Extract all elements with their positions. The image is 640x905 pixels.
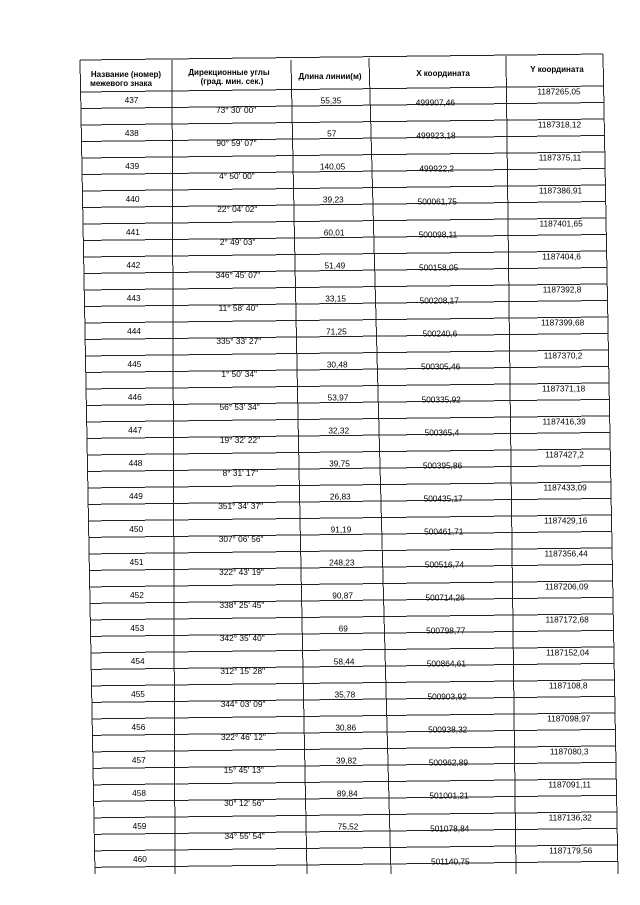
point-name: 446 xyxy=(127,391,142,402)
directional-angle: 30° 12' 56" xyxy=(224,798,265,808)
point-name: 449 xyxy=(128,490,143,501)
directional-angle: 56° 53' 34" xyxy=(219,402,260,412)
row-line xyxy=(86,383,609,389)
point-name: 441 xyxy=(125,226,140,237)
row-line xyxy=(82,185,605,191)
y-coordinate: 1187375,11 xyxy=(538,152,582,163)
point-name: 453 xyxy=(130,622,145,633)
directional-angle: 351° 34' 37" xyxy=(218,501,264,511)
x-coordinate: 500435,17 xyxy=(423,493,463,504)
point-name: 451 xyxy=(129,556,144,567)
row-line xyxy=(91,630,614,636)
header-bottom-line xyxy=(80,86,603,92)
x-coordinate: 500798,77 xyxy=(426,625,466,636)
directional-angle: 34° 55' 54" xyxy=(224,831,265,841)
row-line xyxy=(84,284,607,290)
directional-angle: 8° 31' 17" xyxy=(222,468,259,478)
x-coordinate: 501140,75 xyxy=(430,856,470,867)
line-length: 58,44 xyxy=(333,656,355,667)
x-coordinate: 500395,86 xyxy=(422,460,463,471)
line-length: 140,05 xyxy=(319,161,346,172)
row-line xyxy=(89,548,612,554)
directional-angle: 90° 59' 07" xyxy=(216,138,257,148)
line-length: 89,84 xyxy=(336,788,358,799)
line-length: 71,25 xyxy=(326,326,347,337)
line-length: 39,82 xyxy=(336,755,357,766)
line-length: 55,35 xyxy=(320,95,342,106)
row-line xyxy=(83,234,606,240)
column-line xyxy=(369,58,391,874)
x-coordinate: 500061,75 xyxy=(417,196,457,207)
x-coordinate: 500240,6 xyxy=(422,328,458,339)
point-name: 442 xyxy=(126,259,141,270)
x-coordinate: 500335,92 xyxy=(421,394,461,405)
y-coordinate: 1187091,11 xyxy=(548,779,592,790)
x-coordinate: 500158,05 xyxy=(418,262,459,273)
row-line xyxy=(85,350,608,356)
y-coordinate: 1187401,65 xyxy=(539,218,583,229)
point-name: 452 xyxy=(129,589,144,600)
line-length: 32,32 xyxy=(328,425,350,436)
column-line xyxy=(506,56,516,874)
header-x-coordinate: X координата xyxy=(416,69,470,78)
line-length: 39,75 xyxy=(329,458,350,469)
y-coordinate: 1187404,6 xyxy=(542,251,581,262)
point-name: 437 xyxy=(124,94,139,105)
row-line xyxy=(85,300,608,306)
line-length: 90,87 xyxy=(332,590,353,601)
y-coordinate: 1187179,56 xyxy=(549,845,593,856)
row-line xyxy=(85,317,608,323)
row-line xyxy=(84,251,607,257)
row-line xyxy=(87,416,610,422)
directional-angle: 73° 30' 00" xyxy=(216,105,257,115)
y-coordinate: 1187429,16 xyxy=(543,515,588,526)
y-coordinate: 1187098,97 xyxy=(547,713,591,724)
line-length: 91,19 xyxy=(330,524,352,535)
x-coordinate: 500962,89 xyxy=(428,757,469,768)
row-line xyxy=(90,581,613,587)
y-coordinate: 1187370,2 xyxy=(543,350,583,361)
y-coordinate: 1187371,18 xyxy=(541,383,586,394)
point-name: 445 xyxy=(127,358,142,369)
line-length: 30,48 xyxy=(326,359,348,370)
line-length: 51,49 xyxy=(324,260,346,271)
x-coordinate: 500208,17 xyxy=(419,295,459,306)
x-coordinate: 499922,2 xyxy=(419,163,455,174)
directional-angle: 2° 49' 03" xyxy=(219,237,256,247)
line-length: 60,01 xyxy=(323,227,345,238)
header-top-line xyxy=(80,54,603,60)
row-line xyxy=(82,152,605,158)
y-coordinate: 1187206,09 xyxy=(544,581,589,592)
line-length: 35,78 xyxy=(334,689,356,700)
row-line xyxy=(92,713,615,719)
row-line xyxy=(84,267,607,273)
header-name-line1: Название (номер) xyxy=(90,70,162,79)
directional-angle: 344° 03' 09" xyxy=(220,699,266,709)
row-line xyxy=(93,779,616,785)
header-angle-line2: (град. мин. сек.) xyxy=(200,77,264,86)
point-name: 439 xyxy=(125,160,140,171)
x-coordinate: 500305,46 xyxy=(420,361,461,372)
row-line xyxy=(92,680,615,686)
row-line xyxy=(93,746,616,752)
point-name: 455 xyxy=(131,688,145,699)
directional-angle: 19° 32' 22" xyxy=(219,435,261,445)
row-line xyxy=(88,482,611,488)
line-length: 30,86 xyxy=(335,722,357,733)
directional-angle: 22° 04' 02" xyxy=(217,204,258,214)
directional-angle: 1° 50' 34" xyxy=(221,369,257,379)
column-line xyxy=(80,60,95,874)
row-line xyxy=(83,218,606,224)
point-name: 440 xyxy=(125,193,140,204)
header-name-line2: межевого знака xyxy=(89,79,153,88)
y-coordinate: 1187080,3 xyxy=(549,746,589,757)
y-coordinate: 1187416,39 xyxy=(542,416,586,427)
row-line xyxy=(88,515,611,521)
y-coordinate: 1187152,04 xyxy=(545,647,590,658)
y-coordinate: 1187427,2 xyxy=(545,449,584,460)
line-length: 26,83 xyxy=(329,491,351,502)
x-coordinate: 500365,4 xyxy=(424,427,460,438)
header-y-coordinate: Y координата xyxy=(530,65,584,74)
y-coordinate: 1187399,68 xyxy=(540,317,585,328)
row-line xyxy=(94,812,617,818)
point-name: 448 xyxy=(128,457,143,468)
x-coordinate: 500714,26 xyxy=(425,592,465,603)
directional-angle: 312° 15' 28" xyxy=(220,666,266,676)
directional-angle: 322° 43' 19" xyxy=(219,567,264,577)
directional-angle: 11° 58' 40" xyxy=(218,303,259,313)
line-length: 53,97 xyxy=(327,392,349,403)
table-body xyxy=(125,86,593,866)
directional-angle: 307° 06' 56" xyxy=(218,534,264,544)
header-angle-line1: Дирекционные углы xyxy=(188,68,270,77)
point-name: 454 xyxy=(130,655,145,666)
row-line xyxy=(91,647,614,653)
line-length: 33,15 xyxy=(325,293,346,304)
point-name: 456 xyxy=(131,721,146,732)
y-coordinate: 1187433,09 xyxy=(543,482,587,493)
y-coordinate: 1187392,8 xyxy=(542,284,582,295)
row-line xyxy=(87,449,610,455)
directional-angle: 322° 46' 12" xyxy=(221,732,266,742)
y-coordinate: 1187136,32 xyxy=(548,812,592,823)
column-line xyxy=(603,54,618,874)
x-coordinate: 500864,61 xyxy=(426,658,467,669)
row-line xyxy=(95,861,618,867)
point-name: 447 xyxy=(128,424,143,435)
line-length: 39,23 xyxy=(322,194,344,205)
x-coordinate: 501001,21 xyxy=(429,790,469,801)
x-coordinate: 499923,18 xyxy=(416,130,456,141)
line-length: 69 xyxy=(338,623,348,634)
x-coordinate: 500516,74 xyxy=(424,559,465,570)
y-coordinate: 1187356,44 xyxy=(544,548,588,559)
x-coordinate: 500098,11 xyxy=(418,229,458,240)
directional-angle: 346° 45' 07" xyxy=(215,270,261,280)
directional-angle: 4° 50' 00" xyxy=(219,171,255,181)
row-line xyxy=(95,845,618,851)
y-coordinate: 1187386,91 xyxy=(538,185,583,196)
line-length: 75,52 xyxy=(337,821,359,832)
point-name: 458 xyxy=(132,787,147,798)
point-name: 460 xyxy=(132,853,147,864)
x-coordinate: 500461,71 xyxy=(424,526,464,537)
point-name: 459 xyxy=(132,820,147,831)
column-line xyxy=(172,60,175,874)
directional-angle: 342° 35' 40" xyxy=(219,633,265,643)
directional-angle: 338° 25' 45" xyxy=(219,600,265,610)
row-line xyxy=(83,201,606,207)
row-line xyxy=(82,135,605,141)
x-coordinate: 501078,84 xyxy=(430,823,470,834)
y-coordinate: 1187265,05 xyxy=(537,86,581,97)
line-length: 248,23 xyxy=(329,557,355,568)
x-coordinate: 500938,32 xyxy=(428,724,468,735)
x-coordinate: 499907,46 xyxy=(415,97,456,108)
point-name: 443 xyxy=(126,292,141,303)
y-coordinate: 1187172,68 xyxy=(545,614,589,625)
point-name: 457 xyxy=(131,754,146,765)
row-line xyxy=(81,102,604,108)
row-line xyxy=(90,614,613,620)
point-name: 438 xyxy=(124,127,139,138)
point-name: 450 xyxy=(129,523,144,534)
y-coordinate: 1187108,8 xyxy=(548,680,588,691)
point-name: 444 xyxy=(127,325,141,336)
directional-angle: 335° 33' 27" xyxy=(216,336,262,346)
line-length: 57 xyxy=(327,128,337,139)
row-line xyxy=(81,119,604,125)
directional-angle: 15° 45' 13" xyxy=(223,765,264,775)
x-coordinate: 500903,92 xyxy=(427,691,467,702)
header-length: Длина линии(м) xyxy=(298,72,362,81)
y-coordinate: 1187318,12 xyxy=(537,119,582,130)
column-line xyxy=(291,60,307,874)
